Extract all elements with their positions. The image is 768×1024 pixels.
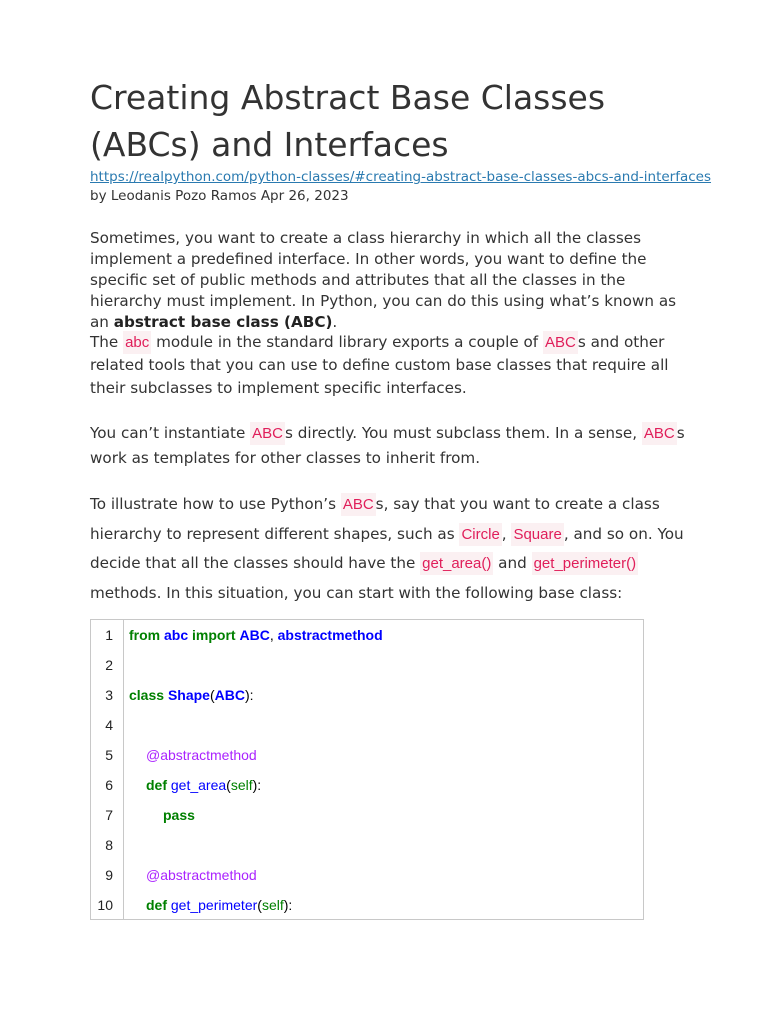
- code-punct: (: [257, 897, 262, 913]
- code-line: [146, 740, 257, 770]
- code-punct: ):: [283, 897, 293, 913]
- paragraph-text: The: [90, 333, 124, 351]
- line-number: 1: [105, 627, 113, 643]
- code-function-name: get_area: [170, 777, 227, 793]
- code-punct: (: [226, 777, 231, 793]
- line-number: 7: [105, 807, 113, 823]
- line-number: 2: [105, 657, 113, 673]
- inline-code: get_area(): [420, 552, 493, 575]
- paragraph-text: and: [493, 554, 532, 572]
- paragraph-abc-module: [90, 331, 685, 400]
- inline-code: get_perimeter(): [532, 552, 639, 575]
- bold-term: abstract base class (ABC): [113, 313, 333, 331]
- paragraph-illustrate: [90, 490, 685, 608]
- code-line: [129, 680, 254, 710]
- page-title: Creating Abstract Base Classes (ABCs) and Interfaces: [90, 78, 606, 164]
- code-decorator: @abstractmethod: [146, 747, 257, 763]
- code-keyword: class: [129, 687, 165, 703]
- paragraph-text: You can’t instantiate: [90, 424, 251, 442]
- paragraph-text: , and so on. You decide that all the classes should have the: [90, 524, 684, 572]
- code-keyword: def: [146, 897, 167, 913]
- code-punct: ):: [252, 777, 262, 793]
- code-line: [129, 620, 383, 650]
- line-number: 8: [105, 837, 113, 853]
- inline-code: ABC: [642, 422, 677, 445]
- code-punct: ):: [244, 687, 254, 703]
- inline-code: Circle: [459, 523, 501, 546]
- code-line: [163, 800, 195, 830]
- code-punct: ,: [269, 627, 278, 643]
- code-decorator: @abstractmethod: [146, 867, 257, 883]
- code-keyword: import: [192, 627, 236, 643]
- code-keyword: pass: [163, 807, 195, 823]
- code-block: [90, 619, 644, 920]
- inline-code: ABC: [341, 493, 376, 516]
- code-line: [146, 770, 261, 800]
- code-self: self: [230, 777, 253, 793]
- line-number: 4: [105, 717, 113, 733]
- paragraph-instantiate: [90, 421, 685, 471]
- paragraph-text: To illustrate how to use Python’s: [90, 495, 341, 513]
- code-line: [146, 860, 257, 890]
- line-number: 6: [105, 777, 113, 793]
- code-keyword: def: [146, 777, 167, 793]
- paragraph-text: s directly. You must subclass them. In a sense,: [285, 424, 642, 442]
- inline-code: abc: [123, 331, 151, 354]
- code-name: abstractmethod: [277, 627, 383, 643]
- inline-code: Square: [511, 523, 563, 546]
- code-line: [146, 890, 292, 920]
- paragraph-text: module in the standard library exports a couple of: [151, 333, 543, 351]
- line-number: 10: [97, 897, 113, 913]
- paragraph-text: s and other related tools that you can use to define custom base classes that require all their subclasses to implement specific interfaces.: [90, 333, 669, 397]
- code-keyword: from: [129, 627, 161, 643]
- paragraph-intro: [90, 228, 685, 333]
- paragraph-text: methods. In this situation, you can start with the following base class:: [90, 583, 623, 602]
- paragraph-text: Sometimes, you want to create a class hierarchy in which all the classes implement a predefined interface. In other words, you want to define the specific set of public methods and attributes that all the classes in the hierarchy must implement. In Python, you can do this using what’s known as an: [90, 229, 677, 331]
- byline: by Leodanis Pozo Ramos Apr 26, 2023: [90, 188, 349, 204]
- inline-code: ABC: [543, 331, 578, 354]
- code-name: ABC: [239, 627, 270, 643]
- code-punct: (: [209, 687, 215, 703]
- paragraph-text: s work as templates for other classes to inherit from.: [90, 424, 685, 467]
- paragraph-text: s, say that you want to create a class hierarchy to represent different shapes, such as: [90, 495, 660, 543]
- paragraph-text: .: [332, 313, 338, 331]
- line-number: 3: [105, 687, 113, 703]
- line-number: 5: [105, 747, 113, 763]
- source-link[interactable]: https://realpython.com/python-classes/#creating-abstract-base-classes-abcs-and-interfaces: [90, 169, 712, 185]
- code-class-name: Shape: [167, 687, 210, 703]
- line-number: 9: [105, 867, 113, 883]
- code-name: ABC: [214, 687, 245, 703]
- code-self: self: [261, 897, 284, 913]
- inline-code: ABC: [250, 422, 285, 445]
- paragraph-text: ,: [501, 524, 512, 543]
- code-function-name: get_perimeter: [170, 897, 258, 913]
- code-module: abc: [164, 627, 189, 643]
